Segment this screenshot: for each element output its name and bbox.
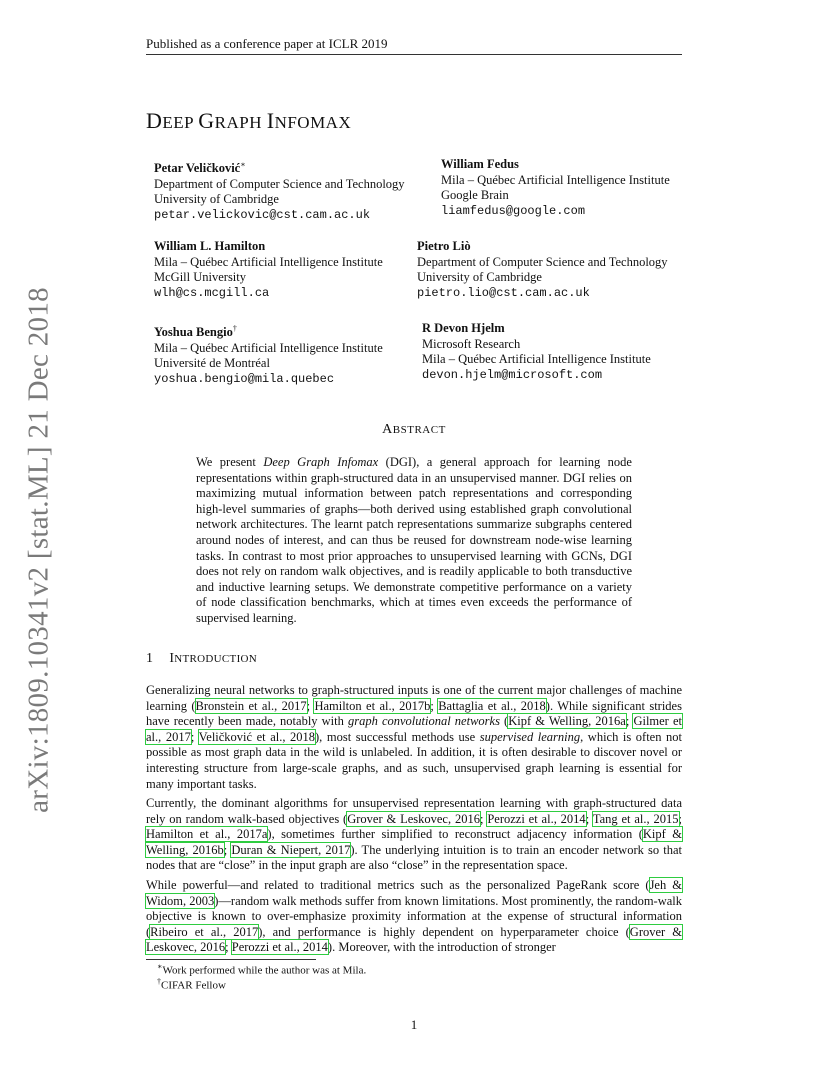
citation-link[interactable]: Duran & Niepert, 2017 (231, 842, 351, 857)
author-affiliation: Université de Montréal (154, 356, 270, 371)
author-name: William L. Hamilton (154, 239, 266, 253)
header-rule (146, 54, 682, 55)
author-name: Yoshua Bengio (154, 325, 233, 340)
author-affiliation: Department of Computer Science and Technology (417, 254, 668, 269)
author-block (154, 239, 383, 301)
author-email[interactable]: petar.velickovic@cst.cam.ac.uk (154, 207, 371, 222)
author-name: William Fedus (441, 157, 519, 171)
author-email[interactable]: pietro.lio@cst.cam.ac.uk (417, 285, 590, 300)
footnote: ∗Work performed while the author was at Mila. (157, 962, 367, 977)
author-block: Petar Veličković∗ Department of Computer Science and Technology University of Cambridge petar.velickovic@cst.cam.ac.uk (154, 160, 405, 222)
paper-title: DEEP GRAPH INFOMAX (146, 108, 352, 133)
author-affiliation: Mila – Québec Artificial Intelligence Institute (154, 340, 383, 355)
arxiv-sidebar (3, 287, 75, 813)
author-name: Petar Veličković (154, 161, 241, 176)
author-affiliation: Mila – Québec Artificial Intelligence Institute (441, 172, 670, 187)
author-email[interactable]: yoshua.bengio@mila.quebec (154, 371, 335, 386)
citation-link[interactable]: Bronstein et al., 2017 (195, 698, 307, 713)
author-affiliation: Google Brain (441, 188, 509, 202)
author-affiliation: Department of Computer Science and Technology (154, 176, 405, 191)
author-email[interactable]: wlh@cs.mcgill.ca (154, 285, 270, 300)
author-affiliation: McGill University (154, 270, 247, 284)
footnote-rule (146, 959, 316, 960)
author-email[interactable]: liamfedus@google.com (441, 203, 586, 218)
author-affiliation: Mila – Québec Artificial Intelligence Institute (154, 254, 383, 269)
citation-link[interactable]: Grover & Leskovec, 2016 (146, 924, 683, 955)
author-block (422, 321, 651, 383)
citation-link[interactable]: Perozzi et al., 2014 (231, 940, 328, 955)
abstract-text: We present Deep Graph Infomax (DGI), a general approach for learning node representations within graph-structured data in an unsupervised manner. DGI relies on maximizing mutual information between patch representations and corresponding high-level summaries of graphs—both derived using established graph convolutional network architectures. The learnt patch representations summarize subgraphs centered around nodes of interest, and can thus be reused for downstream node-wise learning tasks. In contrast to most prior approaches to unsupervised learning with GCNs, DGI does not rely on random walk objectives, and is readily applicable to both transductive and inductive learning setups. We demonstrate competitive performance on a variety of node classification benchmarks, which at times even exceeds the performance of supervised learning. (196, 455, 632, 625)
paragraph: While powerful—and related to traditional metrics such as the personalized PageRank score (Jeh & Widom, 2003)—random walk methods suffer from known limitations. Most prominently, the random-walk objective is known to over-emphasize proximity information at the expense of structural information (Ribeiro et al., 2017), and performance is highly dependent on hyperparameter choice (Grover & Leskovec, 2016; Perozzi et al., 2014). Moreover, with the introduction of stronger (146, 878, 683, 955)
citation-link[interactable]: Kipf & Welling, 2016b (146, 827, 682, 857)
citation-link[interactable]: Battaglia et al., 2018 (438, 698, 546, 713)
author-name: R Devon Hjelm (422, 321, 505, 335)
section-heading: 1 INTRODUCTION (146, 651, 258, 666)
footnote: †CIFAR Fellow (157, 977, 226, 992)
paragraph: Generalizing neural networks to graph-structured inputs is one of the current major challenges of machine learning (Bronstein et al., 2017; Hamilton et al., 2017b; Battaglia et al., 2018). While significant strides have recently been made, notably with graph convolutional networks (Kipf & Welling, 2016a; Gilmer et al., 2017; Veličković et al., 2018), most successful methods use supervised learning, which is often not possible as most graph data in the wild is unlabeled. In addition, it is often desirable to discover novel or interesting structure from large-scale graphs, and as such, unsupervised graph learning is essential for many important tasks. (146, 683, 682, 791)
paragraph: Currently, the dominant algorithms for unsupervised representation learning with graph-structured data rely on random walk-based objectives (Grover & Leskovec, 2016; Perozzi et al., 2014; Tang et al., 2015; Hamilton et al., 2017a), sometimes further simplified to reconstruct adjacency information (Kipf & Welling, 2016b; Duran & Niepert, 2017). The underlying intuition is to train an encoder network so that nodes that are “close” in the input graph are also “close” in the representation space. (146, 796, 682, 873)
author-email[interactable]: devon.hjelm@microsoft.com (422, 367, 603, 382)
citation-link[interactable]: Hamilton et al., 2017b (314, 698, 431, 713)
arxiv-identifier[interactable]: arXiv:1809.10341v2 [stat.ML] 21 Dec 2018 (22, 287, 55, 813)
citation-link[interactable]: Hamilton et al., 2017a (146, 827, 268, 842)
author-affiliation: University of Cambridge (417, 270, 542, 284)
citation-link[interactable]: Ribeiro et al., 2017 (150, 924, 259, 939)
abstract-heading: ABSTRACT (382, 422, 446, 437)
running-header: Published as a conference paper at ICLR 2019 (146, 36, 388, 51)
author-block (441, 157, 670, 219)
citation-link[interactable]: Kipf & Welling, 2016a (508, 714, 626, 729)
author-affiliation: University of Cambridge (154, 192, 279, 207)
citation-link[interactable]: Tang et al., 2015 (592, 811, 679, 826)
citation-link[interactable]: Gilmer et al., 2017 (146, 714, 682, 744)
author-block (417, 239, 668, 301)
author-name: Pietro Liò (417, 239, 471, 253)
citation-link[interactable]: Grover & Leskovec, 2016 (347, 811, 480, 826)
page-number: 1 (410, 1017, 418, 1032)
author-affiliation: Mila – Québec Artificial Intelligence Institute (422, 352, 651, 366)
author-block: Yoshua Bengio† Mila – Québec Artificial Intelligence Institute Université de Montréal yoshua.bengio@mila.quebec (154, 324, 383, 386)
citation-link[interactable]: Veličković et al., 2018 (198, 729, 316, 744)
citation-link[interactable]: Jeh & Widom, 2003 (146, 878, 682, 908)
citation-link[interactable]: Perozzi et al., 2014 (487, 811, 586, 826)
author-affiliation: Microsoft Research (422, 336, 521, 351)
